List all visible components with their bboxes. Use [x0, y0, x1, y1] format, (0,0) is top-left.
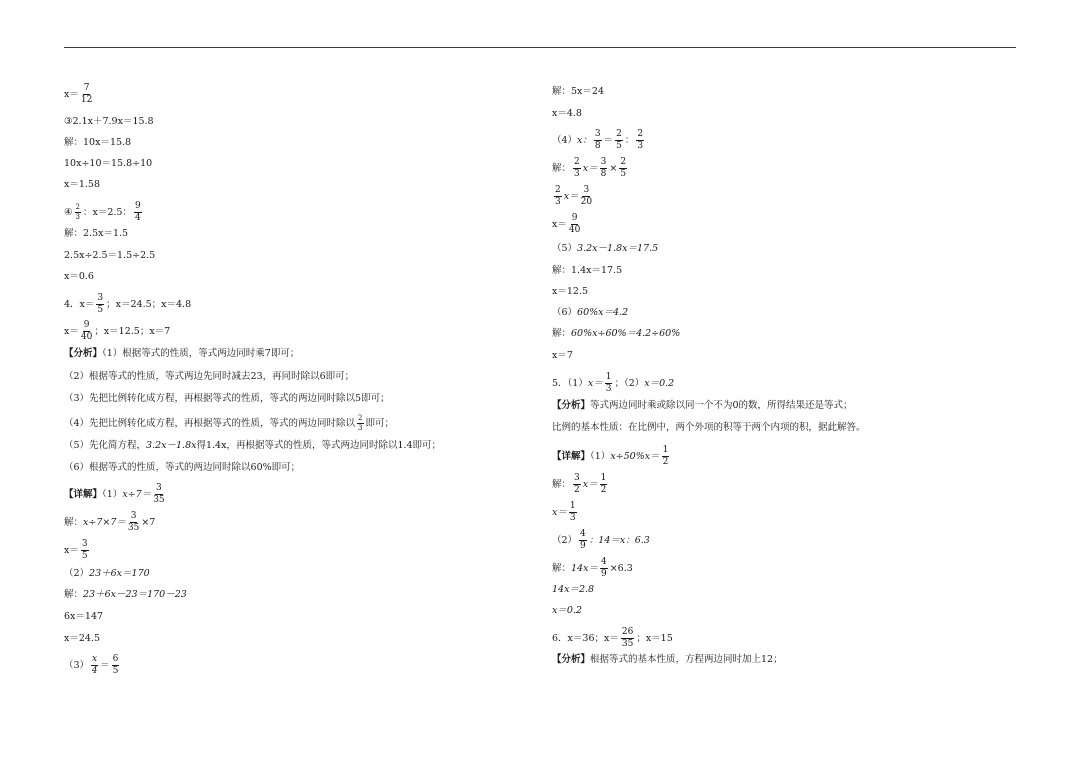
line-r5: $\frac{2}{3}$ x＝ $\frac{3}{20}$: [555, 185, 593, 207]
line-20: x＝ $\frac{3}{5}$: [64, 539, 88, 561]
header-rule: [64, 47, 1016, 48]
line-r12: x＝7: [552, 350, 573, 361]
line-r13: 5．（1）x＝ $\frac{1}{3}$ ；（2）x＝0.2: [552, 372, 675, 394]
line-5: x＝1.58: [64, 179, 101, 190]
line-r20: 解：14x＝ $\frac{4}{9}$ ×6.3: [552, 557, 633, 579]
line-10: 4．x＝ $\frac{3}{5}$ ；x＝24.5；x＝4.8: [64, 293, 192, 315]
line-r11: 解：60%x÷60%＝4.2÷60%: [552, 328, 681, 339]
line-15: （4）先把比例转化成方程，再根据等式的性质，等式的两边同时除以 $\frac{2}{3}$ 即可；: [64, 414, 395, 432]
line-r15: 比例的基本性质：在比例中，两个外项的积等于两个内项的积，据此解答。: [552, 422, 866, 433]
line-18: 【详解】（1）x÷7＝ $\frac{3}{35}$: [64, 483, 165, 505]
line-r8: 解：1.4x＝17.5: [552, 265, 623, 276]
line-r10: （6）60%x＝4.2: [552, 307, 629, 318]
line-13: （2）根据等式的性质，等式两边先同时减去23，再同时除以6即可；: [64, 371, 355, 382]
line-r21: 14x＝2.8: [552, 584, 595, 595]
line-4: 10x÷10＝15.8÷10: [64, 158, 153, 169]
line-r19: （2） $\frac{4}{9}$ ：14＝x：6.3: [552, 529, 650, 551]
line-3: 解：10x＝15.8: [64, 137, 132, 148]
line-19: 解：x÷7×7＝ $\frac{3}{35}$ ×7: [64, 511, 156, 533]
line-r4: 解： $\frac{2}{3}$ x＝ $\frac{3}{8}$ × $\frac{2}{5}$: [552, 157, 627, 179]
line-r1: 解：5x＝24: [552, 86, 604, 97]
line-6: ④ $\frac{2}{3}$ ：x＝2.5： $\frac{9}{4}$: [64, 201, 141, 223]
line-11: x＝ $\frac{9}{40}$ ；x＝12.5；x＝7: [64, 320, 171, 342]
line-r17: 解： $\frac{3}{2}$ x＝ $\frac{1}{2}$: [552, 473, 607, 495]
line-r7: （5）3.2x－1.8x＝17.5: [552, 243, 659, 254]
line-r14: 【分析】等式两边同时乘或除以同一个不为0的数，所得结果还是等式；: [552, 400, 853, 411]
line-21: （2）23＋6x＝170: [64, 568, 150, 579]
line-14: （3）先把比例转化成方程，再根据等式的性质，等式的两边同时除以5即可；: [64, 393, 390, 404]
line-r2: x＝4.8: [552, 108, 582, 119]
line-r18: x＝ $\frac{1}{3}$: [552, 501, 576, 523]
line-r24: 【分析】根据等式的基本性质，方程两边同时加上12；: [552, 654, 783, 665]
line-9: x＝0.6: [64, 271, 94, 282]
line-7: 解：2.5x＝1.5: [64, 228, 129, 239]
line-23: 6x＝147: [64, 611, 104, 622]
line-r3: （4）x： $\frac{3}{8}$ ＝ $\frac{2}{5}$ ： $\frac{2}{3}$: [552, 129, 644, 151]
line-1: x＝ $\frac{7}{12}$: [64, 83, 93, 105]
line-25: （3） $\frac{x}{4}$ ＝ $\frac{6}{5}$: [64, 654, 119, 676]
line-r9: x＝12.5: [552, 286, 589, 297]
line-2: ③2.1x＋7.9x＝15.8: [64, 116, 154, 127]
line-22: 解：23＋6x－23＝170－23: [64, 589, 187, 600]
line-r16: 【详解】（1）x÷50%x＝ $\frac{1}{2}$: [552, 445, 669, 467]
line-24: x＝24.5: [64, 633, 101, 644]
line-r6: x＝ $\frac{9}{40}$: [552, 213, 581, 235]
line-r23: 6．x＝36；x＝ $\frac{26}{35}$ ；x＝15: [552, 627, 673, 649]
line-8: 2.5x÷2.5＝1.5÷2.5: [64, 250, 156, 261]
line-12: 【分析】（1）根据等式的性质，等式两边同时乘7即可；: [64, 348, 300, 359]
line-16: （5）先化简方程，3.2x－1.8x得1.4x，再根据等式的性质，等式两边同时除以1.4即可；: [64, 440, 442, 451]
line-r22: x＝0.2: [552, 605, 582, 616]
line-17: （6）根据等式的性质，等式的两边同时除以60%即可；: [64, 462, 301, 473]
